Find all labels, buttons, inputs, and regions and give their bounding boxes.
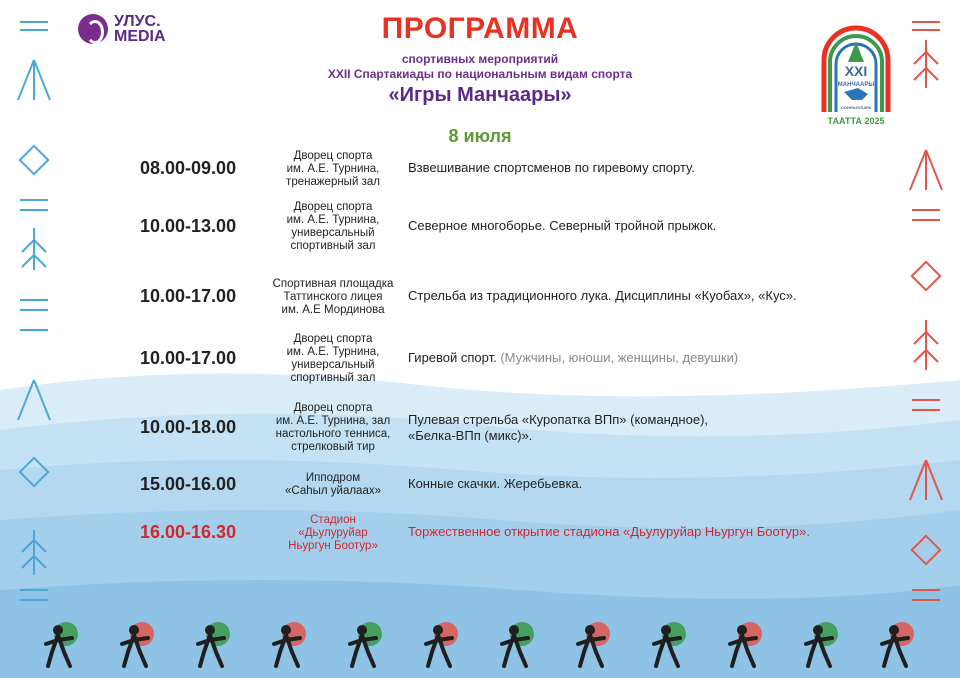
schedule-event <box>408 350 848 366</box>
schedule-row <box>140 402 840 467</box>
event-text: Гиревой спорт. <box>408 350 497 365</box>
schedule-time: 08.00-09.00 <box>140 158 237 178</box>
arm-wrestling-icon <box>800 618 844 668</box>
ulus-logo-icon <box>78 14 108 44</box>
eagle-dance-icon <box>648 618 692 668</box>
schedule-venue <box>260 278 406 317</box>
venue-line: Таттинского лицея <box>283 290 383 303</box>
schedule-row <box>140 201 840 266</box>
schedule-time: 10.00-13.00 <box>140 216 237 236</box>
logo-line1: УЛУС. <box>114 13 161 30</box>
weightlifting-icon <box>116 618 160 668</box>
venue-line: им. А.Е. Турнина, зал <box>275 415 391 427</box>
event-line <box>408 350 848 366</box>
event-date: 8 июля <box>448 126 512 146</box>
emblem-name: МАНЧААРЫ <box>837 82 875 88</box>
event-line <box>408 160 848 176</box>
emblem-name2: ООННЬУУЛАРА <box>840 105 872 110</box>
schedule-event <box>408 218 848 234</box>
schedule-venue <box>260 150 406 189</box>
schedule-venue <box>260 472 406 498</box>
venue-line: «Дьулуруйар <box>298 526 368 539</box>
venue-line: Дворец спорта <box>293 402 373 414</box>
schedule-event <box>408 412 848 444</box>
schedule-time: 10.00-17.00 <box>140 286 237 306</box>
tug-of-war-icon <box>268 618 312 668</box>
schedule-time: 10.00-17.00 <box>140 348 237 368</box>
event-line <box>408 524 848 540</box>
event-text: Взвешивание спортсменов по гиревому спорту. <box>408 160 695 175</box>
venue-line: «Саһыл уйалаах» <box>284 485 381 497</box>
schedule-venue <box>260 514 406 553</box>
discus-icon <box>724 618 768 668</box>
event-text: Стрельба из традиционного лука. Дисциплины «Куобах», «Кус». <box>408 288 797 303</box>
event-text: Торжественное открытие стадиона «Дьулуруйар Ньургун Боотур». <box>408 524 810 539</box>
logo-line2: MEDIA <box>114 28 166 45</box>
venue-line: Дворец спорта <box>293 149 373 162</box>
sport-icons-strip <box>40 618 920 674</box>
kettlebell-icon <box>496 618 540 668</box>
venue-line: им. А.Е. Турнина, <box>286 346 380 358</box>
event-note: (Мужчины, юноши, женщины, девушки) <box>496 350 739 365</box>
venue-line: Спортивная площадка <box>272 277 394 290</box>
schedule-time: 16.00-16.30 <box>140 522 237 542</box>
emblem-numeral: XXI <box>844 63 868 79</box>
schedule-event <box>408 160 848 176</box>
event-text: «Белка-ВПп (микс)». <box>408 428 533 443</box>
schedule-venue <box>260 201 406 253</box>
venue-line: им. А.Е. Турнина, <box>286 162 380 175</box>
venue-line: стрелковый тир <box>291 441 375 453</box>
schedule-venue <box>260 333 406 385</box>
schedule-row <box>140 512 840 572</box>
wrestling-icon <box>40 618 84 668</box>
venue-line: им. А.Е. Турнина, <box>286 214 380 226</box>
schedule-time: 15.00-16.00 <box>140 474 237 494</box>
schedule-time: 10.00-18.00 <box>140 417 237 437</box>
venue-line: Ньургун Боотур» <box>288 539 378 552</box>
event-text: Пулевая стрельба «Куропатка ВПп» (командное), <box>408 412 709 427</box>
subtitle-1: спортивных мероприятий <box>401 52 559 66</box>
event-text: Северное многоборье. Северный тройной прыжок. <box>408 218 717 233</box>
venue-line: Ипподром <box>305 472 361 484</box>
schedule-event <box>408 476 848 492</box>
event-line <box>408 476 848 492</box>
archery-icon <box>192 618 236 668</box>
event-line <box>408 412 848 428</box>
horse-racing-icon <box>876 618 920 668</box>
venue-line: Дворец спорта <box>293 201 373 213</box>
venue-line: универсальный <box>291 227 375 239</box>
venue-line: Стадион <box>310 513 356 526</box>
ulus-media-logo <box>78 14 166 44</box>
jumping-icon <box>572 618 616 668</box>
venue-line: им. А.Е Мординова <box>281 303 385 316</box>
schedule-event <box>408 288 848 304</box>
venue-line: Дворец спорта <box>293 333 373 345</box>
emblem-place-year: ТААТТА 2025 <box>827 116 885 126</box>
venue-line: настольного тенниса, <box>275 428 391 440</box>
running-icon <box>420 618 464 668</box>
schedule-row <box>140 148 840 208</box>
subtitle-2: XXII Спартакиады по национальным видам спорта <box>327 67 633 81</box>
event-line <box>408 288 848 304</box>
venue-line: спортивный зал <box>290 372 376 384</box>
venue-line: спортивный зал <box>290 240 376 252</box>
event-text: Конные скачки. Жеребьевка. <box>408 476 583 491</box>
schedule-row <box>140 333 840 398</box>
schedule-row <box>140 276 840 336</box>
manchaary-emblem <box>818 20 894 142</box>
logo-text <box>114 14 166 44</box>
event-line <box>408 428 848 444</box>
shooting-icon <box>344 618 388 668</box>
event-line <box>408 218 848 234</box>
page-title: ПРОГРАММА <box>381 12 579 45</box>
venue-line: универсальный <box>291 359 375 371</box>
schedule-venue <box>260 402 406 454</box>
schedule-event <box>408 524 848 540</box>
subtitle-3: «Игры Манчаары» <box>388 84 572 106</box>
venue-line: тренажерный зал <box>286 175 380 188</box>
